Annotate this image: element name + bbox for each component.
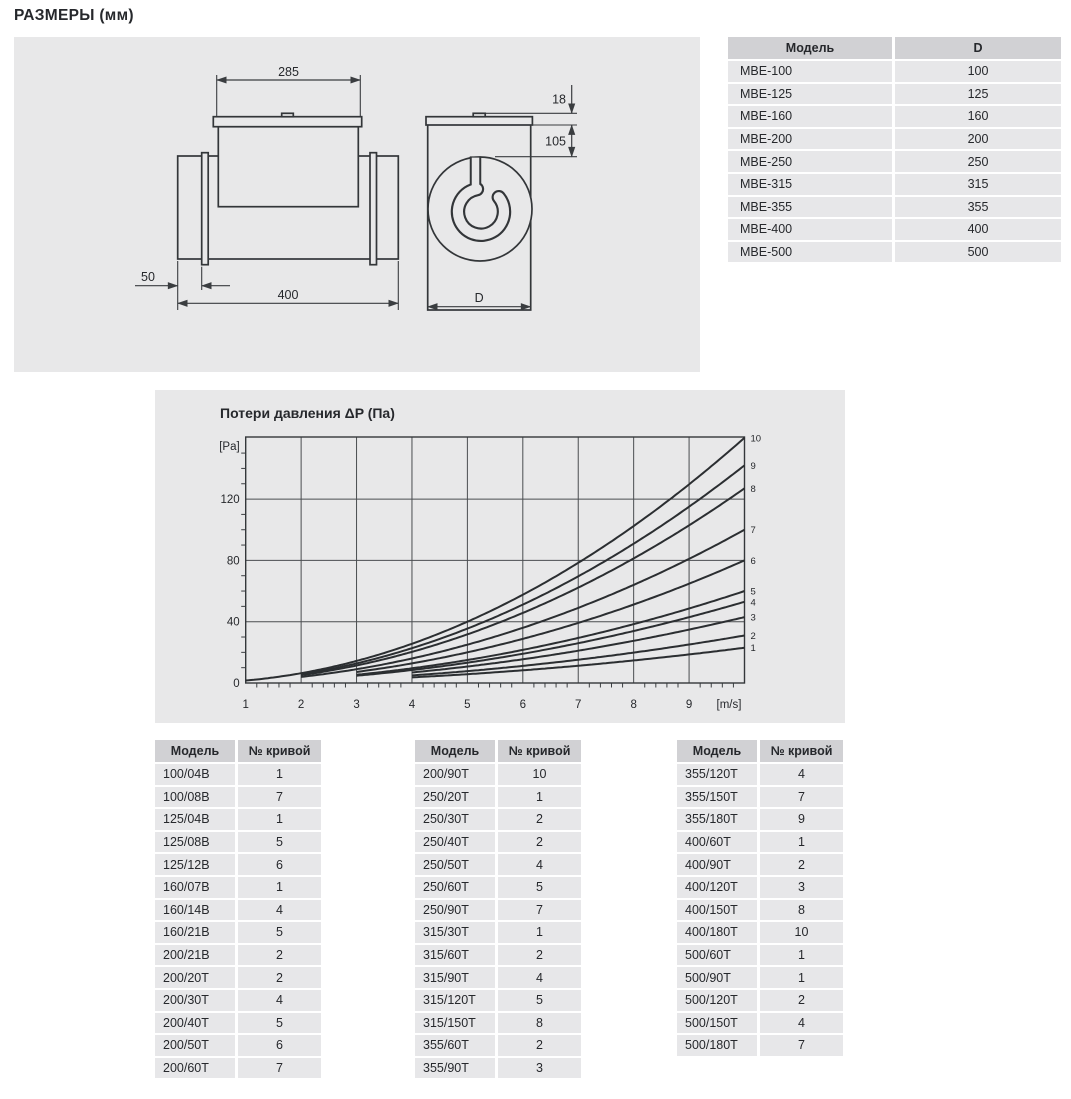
x-tick-label: 5 bbox=[464, 699, 471, 711]
lid-knob bbox=[282, 113, 294, 116]
table-row bbox=[415, 1058, 581, 1079]
value-cell: 6 bbox=[238, 1035, 321, 1056]
model-cell: МВЕ-100 bbox=[728, 61, 892, 82]
model-cell: 400/90Т bbox=[677, 854, 757, 875]
table-row bbox=[155, 967, 321, 988]
model-cell: МВЕ-355 bbox=[728, 197, 892, 218]
model-cell: 500/60Т bbox=[677, 945, 757, 966]
curve-label: 7 bbox=[750, 525, 756, 537]
table-row bbox=[415, 1013, 581, 1034]
value-cell: 3 bbox=[498, 1058, 581, 1079]
table-row bbox=[677, 764, 843, 785]
value-cell: 500 bbox=[895, 242, 1061, 263]
model-cell: 125/08В bbox=[155, 832, 235, 853]
model-cell: 400/120Т bbox=[677, 877, 757, 898]
table-row bbox=[155, 1058, 321, 1079]
value-cell: 8 bbox=[498, 1013, 581, 1034]
curve-table-3 bbox=[677, 740, 843, 1056]
dim-label-50: 50 bbox=[141, 270, 155, 284]
model-cell: 315/90Т bbox=[415, 967, 495, 988]
model-cell: МВЕ-200 bbox=[728, 129, 892, 150]
value-cell: 4 bbox=[498, 967, 581, 988]
model-cell: 160/07В bbox=[155, 877, 235, 898]
model-cell: 200/40Т bbox=[155, 1013, 235, 1034]
table-row bbox=[415, 832, 581, 853]
value-cell: 5 bbox=[238, 832, 321, 853]
table-row bbox=[677, 990, 843, 1011]
table-row bbox=[677, 1013, 843, 1034]
model-cell: 315/30Т bbox=[415, 922, 495, 943]
table-row bbox=[728, 84, 1061, 105]
value-cell: 2 bbox=[238, 967, 321, 988]
table-row bbox=[155, 832, 321, 853]
header-cell-curve: № кривой bbox=[498, 740, 581, 762]
value-cell: 7 bbox=[498, 900, 581, 921]
value-cell: 355 bbox=[895, 197, 1061, 218]
x-tick-label: 8 bbox=[630, 699, 637, 711]
model-cell: 250/50Т bbox=[415, 854, 495, 875]
value-cell: 4 bbox=[760, 1013, 843, 1034]
value-cell: 1 bbox=[760, 967, 843, 988]
pressure-curve-10 bbox=[246, 438, 745, 681]
header-cell-model: Модель bbox=[415, 740, 495, 762]
model-cell: 400/180Т bbox=[677, 922, 757, 943]
model-cell: 250/60Т bbox=[415, 877, 495, 898]
model-cell: 355/120Т bbox=[677, 764, 757, 785]
value-cell: 8 bbox=[760, 900, 843, 921]
table-row bbox=[155, 877, 321, 898]
model-cell: 160/14В bbox=[155, 900, 235, 921]
table-row bbox=[155, 1013, 321, 1034]
value-cell: 100 bbox=[895, 61, 1061, 82]
y-tick-label: 0 bbox=[233, 678, 240, 690]
value-cell: 400 bbox=[895, 219, 1061, 240]
model-cell: 200/60Т bbox=[155, 1058, 235, 1079]
model-cell: 125/12В bbox=[155, 854, 235, 875]
models-table-header bbox=[728, 37, 1061, 59]
model-cell: 355/180Т bbox=[677, 809, 757, 830]
table-row bbox=[728, 106, 1061, 127]
model-cell: 250/90Т bbox=[415, 900, 495, 921]
table-row bbox=[155, 854, 321, 875]
table-row bbox=[728, 219, 1061, 240]
value-cell: 5 bbox=[238, 922, 321, 943]
value-cell: 1 bbox=[238, 877, 321, 898]
model-cell: 315/150Т bbox=[415, 1013, 495, 1034]
table-row bbox=[677, 877, 843, 898]
model-cell: 200/20Т bbox=[155, 967, 235, 988]
dim-label-285: 285 bbox=[278, 65, 299, 79]
table-row bbox=[728, 197, 1061, 218]
model-cell: 250/30Т bbox=[415, 809, 495, 830]
table-row bbox=[677, 854, 843, 875]
table-row bbox=[677, 900, 843, 921]
table-row bbox=[155, 922, 321, 943]
front-view-drawing bbox=[178, 113, 399, 264]
table-row bbox=[155, 900, 321, 921]
table-row bbox=[415, 945, 581, 966]
x-tick-label: 7 bbox=[575, 699, 582, 711]
pressure-loss-chart bbox=[155, 390, 845, 723]
value-cell: 6 bbox=[238, 854, 321, 875]
curve-table-2-header bbox=[415, 740, 581, 762]
curve-label: 2 bbox=[750, 630, 756, 642]
table-row bbox=[415, 900, 581, 921]
model-cell: 100/04В bbox=[155, 764, 235, 785]
table-row bbox=[677, 945, 843, 966]
table-row bbox=[155, 1035, 321, 1056]
curve-label: 10 bbox=[750, 433, 762, 445]
curve-table-2 bbox=[415, 740, 581, 1078]
model-cell: МВЕ-250 bbox=[728, 151, 892, 172]
model-cell: 315/120Т bbox=[415, 990, 495, 1011]
value-cell: 2 bbox=[498, 832, 581, 853]
lid-side bbox=[426, 117, 532, 125]
value-cell: 4 bbox=[238, 990, 321, 1011]
table-row bbox=[415, 922, 581, 943]
x-axis-unit: [m/s] bbox=[716, 699, 742, 711]
value-cell: 2 bbox=[498, 945, 581, 966]
table-row bbox=[415, 787, 581, 808]
table-row bbox=[155, 764, 321, 785]
header-cell-curve: № кривой bbox=[760, 740, 843, 762]
table-row bbox=[415, 854, 581, 875]
value-cell: 2 bbox=[238, 945, 321, 966]
header-cell-model: Модель bbox=[677, 740, 757, 762]
table-row bbox=[415, 764, 581, 785]
value-cell: 1 bbox=[498, 787, 581, 808]
model-cell: 500/180Т bbox=[677, 1035, 757, 1056]
table-row bbox=[677, 922, 843, 943]
y-tick-label: 40 bbox=[226, 616, 240, 629]
value-cell: 250 bbox=[895, 151, 1061, 172]
table-row bbox=[155, 787, 321, 808]
value-cell: 3 bbox=[760, 877, 843, 898]
model-cell: 500/120Т bbox=[677, 990, 757, 1011]
value-cell: 7 bbox=[760, 1035, 843, 1056]
y-axis-unit: [Pa] bbox=[219, 441, 240, 453]
model-cell: МВЕ-400 bbox=[728, 219, 892, 240]
model-cell: 355/60Т bbox=[415, 1035, 495, 1056]
value-cell: 2 bbox=[760, 990, 843, 1011]
chart-panel bbox=[155, 390, 845, 723]
value-cell: 5 bbox=[238, 1013, 321, 1034]
value-cell: 7 bbox=[238, 787, 321, 808]
model-cell: 160/21В bbox=[155, 922, 235, 943]
curve-table-1 bbox=[155, 740, 321, 1078]
table-row bbox=[728, 61, 1061, 82]
curve-label: 1 bbox=[750, 643, 756, 655]
model-cell: 500/90Т bbox=[677, 967, 757, 988]
flange-right bbox=[370, 153, 377, 265]
table-row bbox=[677, 809, 843, 830]
value-cell: 1 bbox=[238, 764, 321, 785]
model-cell: МВЕ-125 bbox=[728, 84, 892, 105]
value-cell: 1 bbox=[760, 832, 843, 853]
model-cell: МВЕ-315 bbox=[728, 174, 892, 195]
table-row bbox=[155, 809, 321, 830]
value-cell: 2 bbox=[498, 1035, 581, 1056]
table-row bbox=[728, 151, 1061, 172]
model-cell: 200/21В bbox=[155, 945, 235, 966]
x-tick-label: 4 bbox=[408, 699, 416, 711]
value-cell: 9 bbox=[760, 809, 843, 830]
table-row bbox=[728, 174, 1061, 195]
value-cell: 2 bbox=[760, 854, 843, 875]
dimensions-diagram bbox=[14, 37, 700, 372]
table-row bbox=[155, 945, 321, 966]
value-cell: 4 bbox=[498, 854, 581, 875]
table-row bbox=[677, 787, 843, 808]
model-cell: 125/04В bbox=[155, 809, 235, 830]
model-cell: 250/20Т bbox=[415, 787, 495, 808]
curve-label: 9 bbox=[750, 460, 756, 472]
curve-label: 8 bbox=[750, 483, 756, 495]
table-row bbox=[155, 990, 321, 1011]
header-cell-d: D bbox=[895, 37, 1061, 59]
table-row bbox=[728, 242, 1061, 263]
model-cell: 355/90Т bbox=[415, 1058, 495, 1079]
value-cell: 160 bbox=[895, 106, 1061, 127]
x-tick-label: 6 bbox=[519, 699, 527, 711]
model-cell: 200/90Т bbox=[415, 764, 495, 785]
value-cell: 125 bbox=[895, 84, 1061, 105]
value-cell: 10 bbox=[498, 764, 581, 785]
dimensions-panel bbox=[14, 37, 700, 372]
curve-label: 5 bbox=[750, 586, 756, 598]
terminal-box-lid bbox=[213, 117, 361, 127]
models-table bbox=[728, 37, 1061, 262]
dim-label-400: 400 bbox=[277, 287, 299, 302]
model-cell: 200/30Т bbox=[155, 990, 235, 1011]
curve-label: 4 bbox=[750, 597, 756, 609]
value-cell: 1 bbox=[760, 945, 843, 966]
value-cell: 5 bbox=[498, 877, 581, 898]
side-view-drawing bbox=[426, 113, 532, 310]
table-row bbox=[677, 832, 843, 853]
model-cell: 500/150Т bbox=[677, 1013, 757, 1034]
y-tick-label: 80 bbox=[226, 555, 240, 568]
flange-left bbox=[202, 153, 209, 265]
dim-label-d: D bbox=[474, 291, 484, 305]
curve-table-3-header bbox=[677, 740, 843, 762]
y-tick-label: 120 bbox=[220, 494, 240, 507]
model-cell: 400/150Т bbox=[677, 900, 757, 921]
value-cell: 315 bbox=[895, 174, 1061, 195]
terminal-box bbox=[218, 127, 358, 207]
value-cell: 4 bbox=[760, 764, 843, 785]
x-tick-label: 1 bbox=[242, 699, 249, 711]
table-row bbox=[728, 129, 1061, 150]
table-row bbox=[415, 809, 581, 830]
table-row bbox=[415, 1035, 581, 1056]
value-cell: 200 bbox=[895, 129, 1061, 150]
value-cell: 1 bbox=[498, 922, 581, 943]
chart-title: Потери давления ΔP (Па) bbox=[220, 405, 395, 421]
dim-label-18: 18 bbox=[552, 92, 566, 107]
table-row bbox=[415, 990, 581, 1011]
model-cell: 250/40Т bbox=[415, 832, 495, 853]
curve-label: 6 bbox=[750, 555, 756, 567]
model-cell: 400/60Т bbox=[677, 832, 757, 853]
value-cell: 2 bbox=[498, 809, 581, 830]
x-tick-label: 2 bbox=[297, 699, 305, 711]
lid-knob-side bbox=[473, 113, 485, 116]
header-cell-curve: № кривой bbox=[238, 740, 321, 762]
table-row bbox=[677, 967, 843, 988]
model-cell: МВЕ-160 bbox=[728, 106, 892, 127]
dim-label-105: 105 bbox=[545, 134, 566, 149]
pressure-curve-4 bbox=[357, 602, 745, 676]
value-cell: 4 bbox=[238, 900, 321, 921]
model-cell: 315/60Т bbox=[415, 945, 495, 966]
model-cell: 200/50Т bbox=[155, 1035, 235, 1056]
curve-label: 3 bbox=[750, 612, 756, 624]
value-cell: 1 bbox=[238, 809, 321, 830]
x-tick-label: 3 bbox=[353, 699, 360, 711]
curve-table-1-header bbox=[155, 740, 321, 762]
page-title: РАЗМЕРЫ (мм) bbox=[14, 7, 134, 24]
table-row bbox=[415, 967, 581, 988]
value-cell: 5 bbox=[498, 990, 581, 1011]
table-row bbox=[677, 1035, 843, 1056]
value-cell: 7 bbox=[760, 787, 843, 808]
model-cell: 355/150Т bbox=[677, 787, 757, 808]
header-cell-model: Модель bbox=[728, 37, 892, 59]
table-row bbox=[415, 877, 581, 898]
value-cell: 7 bbox=[238, 1058, 321, 1079]
x-tick-label: 9 bbox=[685, 699, 693, 711]
model-cell: МВЕ-500 bbox=[728, 242, 892, 263]
header-cell-model: Модель bbox=[155, 740, 235, 762]
model-cell: 100/08В bbox=[155, 787, 235, 808]
value-cell: 10 bbox=[760, 922, 843, 943]
